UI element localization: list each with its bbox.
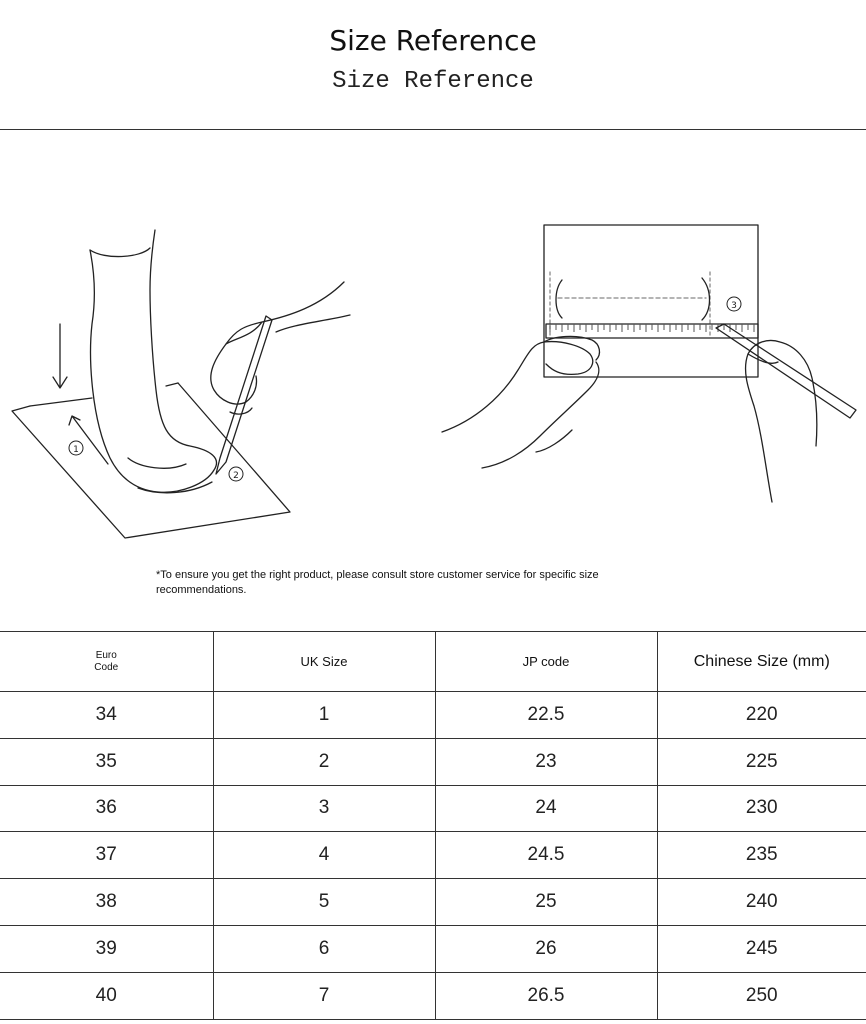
chinese-size-cell: 245: [657, 925, 866, 972]
jp-code-cell: 26: [435, 925, 657, 972]
step-marker-2: 2: [233, 471, 239, 481]
left-hand-shape: [442, 342, 593, 432]
pencil-shape: [216, 316, 272, 474]
uk-size-cell: 2: [213, 738, 435, 785]
euro-code-cell: 40: [0, 972, 213, 1019]
foot-tracing-illustration: [0, 220, 370, 550]
right-hand-shape: [746, 341, 817, 503]
uk-size-cell: 1: [213, 692, 435, 739]
table-row: [0, 925, 866, 972]
step-marker-1: 1: [73, 445, 79, 455]
uk-size-cell: 5: [213, 879, 435, 926]
header-chinese-size: Chinese Size (mm): [657, 632, 866, 692]
euro-code-cell: 35: [0, 738, 213, 785]
table-row: [0, 832, 866, 879]
down-arrow-icon: [53, 324, 67, 388]
paper-sheet-shape: [544, 225, 758, 377]
header-euro-code: Euro Code: [0, 632, 213, 692]
jp-code-cell: 22.5: [435, 692, 657, 739]
euro-code-cell: 38: [0, 879, 213, 926]
foot-shape: [90, 230, 217, 492]
jp-code-cell: 24: [435, 785, 657, 832]
uk-size-cell: 4: [213, 832, 435, 879]
uk-size-cell: 3: [213, 785, 435, 832]
table-row: [0, 972, 866, 1019]
chinese-size-cell: 220: [657, 692, 866, 739]
size-chart-table: [0, 631, 866, 1020]
size-advice-note: *To ensure you get the right product, please consult store customer service for specific size recommendations.: [156, 569, 599, 596]
chinese-size-cell: 250: [657, 972, 866, 1019]
ruler-ticks: [550, 324, 754, 332]
table-row: [0, 879, 866, 926]
euro-code-cell: 36: [0, 785, 213, 832]
page-title: Size Reference: [329, 24, 537, 57]
chinese-size-cell: 240: [657, 879, 866, 926]
jp-code-cell: 25: [435, 879, 657, 926]
chinese-size-cell: 230: [657, 785, 866, 832]
table-row: [0, 692, 866, 739]
euro-code-cell: 37: [0, 832, 213, 879]
header-divider: [0, 129, 866, 130]
page-subtitle: Size Reference: [332, 68, 534, 95]
euro-code-cell: 34: [0, 692, 213, 739]
table-row: [0, 738, 866, 785]
header-jp-code: JP code: [435, 632, 657, 692]
paper-sheet-shape: [12, 383, 290, 538]
uk-size-cell: 6: [213, 925, 435, 972]
table-header-row: [0, 632, 866, 692]
table-row: [0, 785, 866, 832]
chinese-size-cell: 235: [657, 832, 866, 879]
up-arrow-icon: [69, 416, 108, 464]
jp-code-cell: 26.5: [435, 972, 657, 1019]
uk-size-cell: 7: [213, 972, 435, 1019]
jp-code-cell: 23: [435, 738, 657, 785]
step-marker-3: 3: [731, 301, 737, 311]
hand-shape: [211, 282, 344, 404]
euro-code-cell: 39: [0, 925, 213, 972]
chinese-size-cell: 225: [657, 738, 866, 785]
jp-code-cell: 24.5: [435, 832, 657, 879]
ruler-measuring-illustration: [436, 220, 866, 510]
header-uk-size: UK Size: [213, 632, 435, 692]
